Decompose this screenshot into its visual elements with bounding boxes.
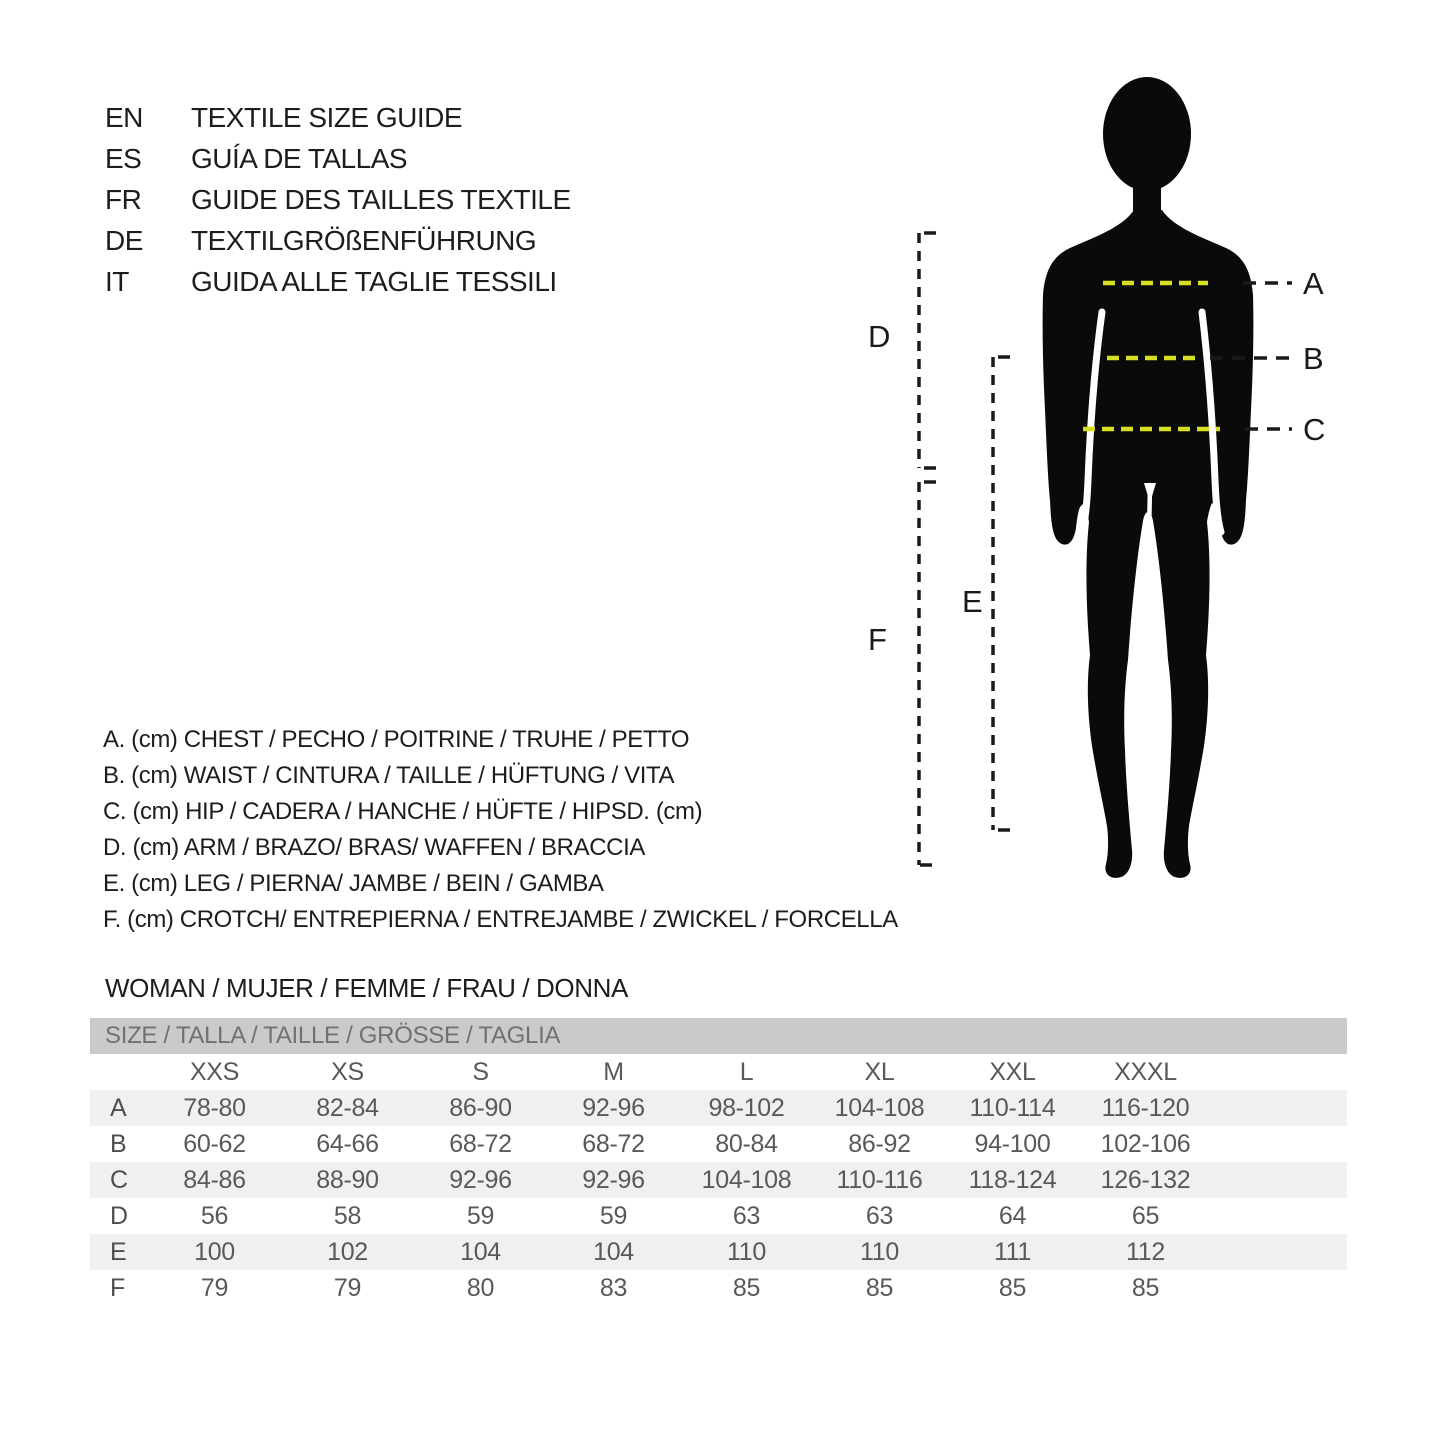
value-cell: 110-116 [836,1165,923,1194]
size-cell: L [739,1057,754,1086]
table-row [90,1090,1347,1126]
value-cell: 110 [860,1237,899,1266]
value-cell: 68-72 [449,1129,512,1158]
table-row [90,1126,1347,1162]
value-cell: 118-124 [968,1165,1057,1194]
size-header-row [90,1054,1347,1090]
value-cell: 58 [333,1201,362,1230]
value-cell: 78-80 [183,1093,246,1122]
value-cell: 85 [732,1273,761,1302]
size-table-header-band: SIZE / TALLA / TAILLE / GRÖSSE / TAGLIA [90,1018,1347,1054]
size-cell: S [472,1057,489,1086]
legend-crotch: F. (cm) CROTCH/ ENTREPIERNA / ENTREJAMBE / ZWICKEL / FORCELLA [103,906,898,933]
value-cell: 64-66 [316,1129,379,1158]
row-label: B [110,1129,127,1158]
feet-gap [1140,848,1158,881]
value-cell: 92-96 [449,1165,512,1194]
language-row [105,97,571,138]
language-code: FR [105,183,142,215]
value-cell: 59 [599,1201,628,1230]
value-cell: 110 [727,1237,766,1266]
value-cell: 84-86 [183,1165,246,1194]
value-cell: 79 [200,1273,229,1302]
row-label: E [110,1237,127,1266]
language-header [105,97,571,302]
language-row [105,179,571,220]
value-cell: 92-96 [582,1165,645,1194]
value-cell: 59 [466,1201,495,1230]
value-cell: 111 [993,1237,1032,1266]
size-cell: XXL [989,1057,1036,1086]
size-cell: M [603,1057,624,1086]
language-row [105,138,571,179]
legend-arm: D. (cm) ARM / BRAZO/ BRAS/ WAFFEN / BRACCIA [103,834,645,861]
value-cell: 110-114 [969,1093,1056,1122]
value-cell: 92-96 [582,1093,645,1122]
guide-title: TEXTILGRÖßENFÜHRUNG [191,224,537,256]
table-row [90,1162,1347,1198]
label-hip: C [1303,412,1326,447]
value-cell: 85 [865,1273,894,1302]
size-cell: XL [864,1057,895,1086]
value-cell: 79 [333,1273,362,1302]
value-cell: 102 [327,1237,368,1266]
language-code: DE [105,224,143,256]
label-crotch: F [868,622,887,657]
value-cell: 86-92 [848,1129,911,1158]
value-cell: 82-84 [316,1093,379,1122]
table-row [90,1234,1347,1270]
legend-waist: B. (cm) WAIST / CINTURA / TAILLE / HÜFTUNG / VITA [103,762,675,789]
value-cell: 88-90 [316,1165,379,1194]
table-row [90,1198,1347,1234]
value-cell: 80 [466,1273,495,1302]
value-cell: 64 [998,1201,1027,1230]
size-cell: XXS [189,1057,240,1086]
value-cell: 104 [593,1237,634,1266]
guide-title: GUIDE DES TAILLES TEXTILE [191,183,571,215]
guide-title: TEXTILE SIZE GUIDE [191,101,463,133]
value-cell: 102-106 [1100,1129,1191,1158]
row-label: F [110,1273,126,1302]
value-cell: 80-84 [715,1129,778,1158]
value-cell: 98-102 [708,1093,785,1122]
value-cell: 63 [732,1201,761,1230]
language-code: EN [105,101,143,133]
value-cell: 104-108 [701,1165,792,1194]
value-cell: 56 [200,1201,229,1230]
label-leg: E [962,584,983,619]
value-cell: 104 [460,1237,501,1266]
language-code: IT [105,265,129,297]
language-row [105,261,571,302]
label-arm: D [868,319,891,354]
size-table [90,1018,1347,1306]
row-label: D [110,1201,129,1230]
label-waist: B [1303,341,1324,376]
row-label: A [110,1093,127,1122]
value-cell: 86-90 [449,1093,512,1122]
guide-title: GUÍA DE TALLAS [191,142,408,174]
value-cell: 83 [599,1273,628,1302]
table-row [90,1270,1347,1306]
language-code: ES [105,142,142,174]
gender-heading: WOMAN / MUJER / FEMME / FRAU / DONNA [105,972,628,1003]
measurement-figure [840,60,1360,890]
label-chest: A [1303,266,1324,301]
value-cell: 60-62 [183,1129,246,1158]
value-cell: 104-108 [834,1093,925,1122]
guide-title: GUIDA ALLE TAGLIE TESSILI [191,265,557,297]
value-cell: 63 [865,1201,894,1230]
value-cell: 116-120 [1101,1093,1190,1122]
size-cell: XS [331,1057,364,1086]
measurement-legend [103,722,898,938]
legend-hip: C. (cm) HIP / CADERA / HANCHE / HÜFTE / HIPSD. (cm) [103,798,703,825]
value-cell: 100 [194,1237,235,1266]
language-row [105,220,571,261]
value-cell: 85 [1131,1273,1160,1302]
legend-chest: A. (cm) CHEST / PECHO / POITRINE / TRUHE / PETTO [103,726,690,753]
value-cell: 126-132 [1100,1165,1191,1194]
legend-leg: E. (cm) LEG / PIERNA/ JAMBE / BEIN / GAMBA [103,870,604,897]
value-cell: 112 [1126,1237,1165,1266]
value-cell: 68-72 [582,1129,645,1158]
row-label: C [110,1165,129,1194]
value-cell: 94-100 [974,1129,1051,1158]
size-cell: XXXL [1114,1057,1177,1086]
woman-silhouette-diagram [840,60,1360,890]
value-cell: 65 [1131,1201,1160,1230]
value-cell: 85 [998,1273,1027,1302]
